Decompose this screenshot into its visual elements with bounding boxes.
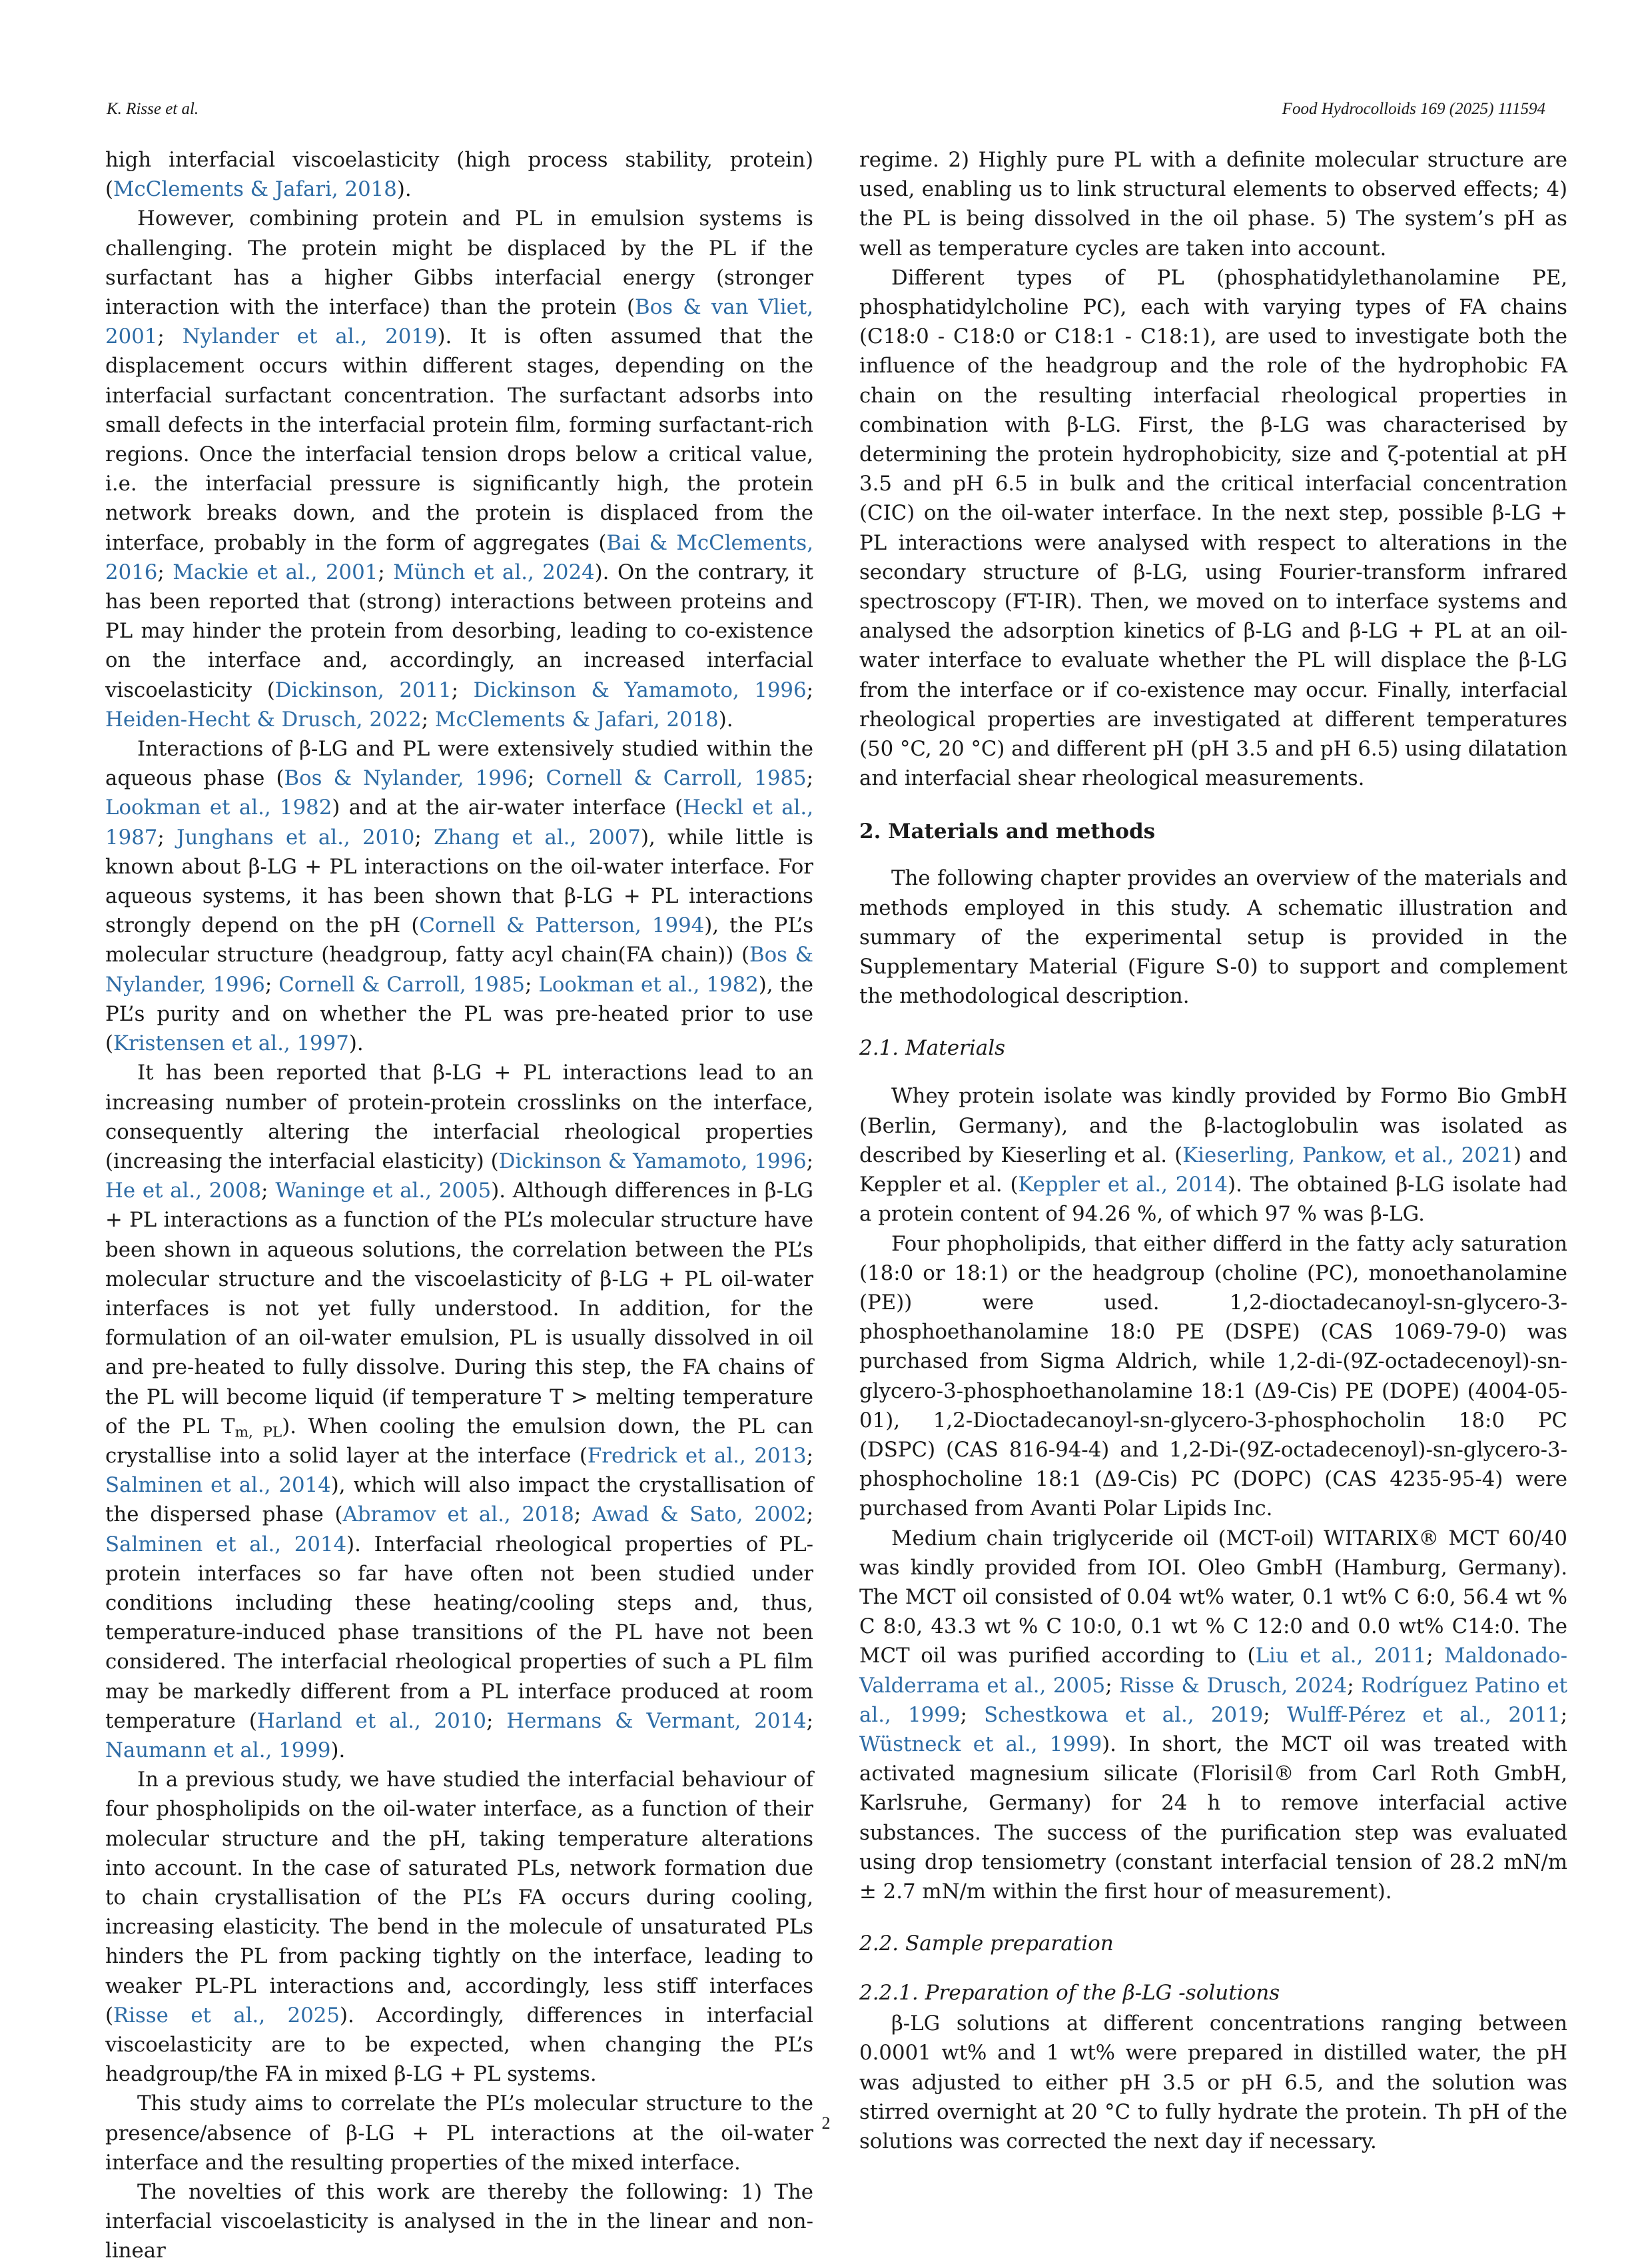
citation-link[interactable]: Dickinson & Yamamoto, 1996 [498, 1149, 807, 1173]
text-run: ), which will also impact the crystallisation of the dispersed phase ( [105, 1473, 814, 1527]
text-run: ; [806, 1502, 813, 1527]
text-run: ). On the contrary, it has been reported that (strong) interactions between proteins and PL may hinder the protein from desorbing, leading to co-existence on the interface and, accordingly, an increased interfacial viscoelasticity ( [105, 560, 814, 702]
text-run: Interactions of β-LG and PL were extensively studied within the aqueous phase ( [105, 737, 813, 791]
citation-link[interactable]: Heiden-Hecht & Drusch, 2022 [105, 707, 422, 732]
citation-link[interactable]: Risse et al., 2025 [113, 2003, 340, 2027]
text-run: ) and Keppler et al. ( [859, 1143, 1567, 1197]
citation-link[interactable]: Cornell & Carroll, 1985 [278, 972, 526, 997]
paragraph [105, 1765, 813, 2089]
text-run: ; [806, 766, 813, 791]
citation-link[interactable]: Schestkowa et al., 2019 [984, 1702, 1264, 1727]
text-run: ; [421, 707, 435, 732]
citation-link[interactable]: Bos & Nylander, 1996 [284, 766, 528, 791]
citation-link[interactable]: Bos & van Vliet, 2001 [105, 295, 813, 349]
citation-link[interactable]: Münch et al., 2024 [393, 560, 595, 584]
text-run: ). Although differences in β-LG + PL interactions as a function of the PL’s molecular structure have been shown in aqueous solutions, the correlation between the PL’s molecular structure and the viscoelasticity of β-LG + PL oil-water interfaces is not yet fully understood. In addition, for the formulation of an oil-water emulsion, PL is usually dissolved in oil and pre-heated to fully dissolve. During this step, the FA chains of the PL will become liquid (if temperature T > melting temperature of the PL T [105, 1179, 814, 1438]
citation-link[interactable]: Mackie et al., 2001 [173, 560, 378, 584]
text-run: ; [806, 1708, 814, 1733]
citation-link[interactable]: Nylander et al., 2019 [182, 324, 438, 349]
text-run: ; [525, 972, 539, 997]
citation-link[interactable]: Waninge et al., 2005 [275, 1179, 492, 1203]
text-run: ; [451, 678, 474, 702]
text-run: ; [574, 1502, 592, 1527]
citation-link[interactable]: Keppler et al., 2014 [1018, 1173, 1228, 1197]
text-run: ; [414, 825, 434, 850]
text-run: ). [718, 707, 733, 732]
left-column [105, 145, 813, 2266]
header-journal-citation: Food Hydrocolloids 169 (2025) 111594 [1282, 100, 1545, 118]
text-run: ; [486, 1708, 507, 1733]
citation-link[interactable]: Kristensen et al., 1997 [113, 1031, 349, 1056]
paragraph: regime. 2) Highly pure PL with a definite molecular structure are used, enabling us to link structural elements to observed effects; 4) the PL is being dissolved in the oil phase. 5) The system’s pH as well as temperature cycles are taken into account. [859, 148, 1567, 261]
subsection-heading: 2.1. Materials [859, 1036, 1006, 1061]
text-run: ; [378, 560, 394, 584]
text-run: ; [1560, 1702, 1567, 1727]
citation-link[interactable]: Harland et al., 2010 [256, 1708, 486, 1733]
text-run: ; [261, 1179, 276, 1203]
paragraph [859, 1081, 1567, 1229]
text-run: ; [806, 678, 813, 702]
citation-link[interactable]: Awad & Sato, 2002 [592, 1502, 807, 1527]
section-heading: 2. Materials and methods [859, 820, 1156, 844]
citation-link[interactable]: Wulff-Pérez et al., 2011 [1286, 1702, 1561, 1727]
text-run: ), the PL’s molecular structure (headgroup, fatty acyl chain(FA chain)) ( [105, 913, 813, 967]
citation-link[interactable]: Abramov et al., 2018 [342, 1502, 574, 1527]
text-run: In a previous study, we have studied the interfacial behaviour of four phospholipids on the oil-water interface, as a function of their molecular structure and the pH, taking temperature alterations into account. In the case of saturated PLs, network formation due to chain crystallisation of the PL’s FA occurs during cooling, increasing elasticity. The bend in the molecule of unsaturated PLs hinders the PL from packing tightly on the interface, leading to weaker PL-PL interactions and, accordingly, less stiff interfaces ( [105, 1768, 813, 2027]
citation-link[interactable]: Fredrick et al., 2013 [587, 1443, 807, 1468]
subsubsection-heading: 2.2.1. Preparation of the β-LG -solutions [859, 1981, 1280, 2005]
citation-link[interactable]: Risse & Drusch, 2024 [1119, 1673, 1348, 1698]
text-run: ). [330, 1738, 346, 1762]
text-run: ; [157, 560, 173, 584]
paragraph [105, 145, 813, 204]
citation-link[interactable]: Dickinson & Yamamoto, 1996 [473, 678, 807, 702]
citation-link[interactable]: Kieserling, Pankow, et al., 2021 [1182, 1143, 1514, 1167]
paragraph: Four phopholipids, that either differd in the fatty acly saturation (18:0 or 18:1) or the headgroup (choline (PC), monoethanolamine (PE)) were used. 1,2-dioctadecanoyl-sn-glycero-3-phosphoethanolamine 18:0 PE (DSPE) (CAS 1069-79-0) was purchased from Sigma Aldrich, while 1,2-di-(9Z-octadecenoyl)-sn-glycero-3-phosphoethanolamine 18:1 (Δ9-Cis) PE (DOPE) (4004-05-01), 1,2-Dioctadecanoyl-sn-glycero-3-phosphocholin 18:0 PC (DSPC) (CAS 816-94-4) and 1,2-Di-(9Z-octadecenoyl)-sn-glycero-3-phosphocholine 18:1 (Δ9-Cis) PC (DOPC) (CAS 4235-95-4) were purchased from Avanti Polar Lipids Inc. [859, 1231, 1567, 1521]
text-run: ; [157, 324, 183, 349]
text-run: ) and at the air-water interface ( [332, 796, 683, 820]
paragraph [105, 1058, 813, 1765]
text-run: ). It is often assumed that the displacement occurs within different stages, depending on the interfacial surfactant concentration. The surfactant adsorbs into small defects in the interfacial protein film, forming surfactant-rich regions. Once the interfacial tension drops below a critical value, i.e. the interfacial pressure is significantly high, the protein network breaks down, and the protein is displaced from the interface, probably in the form of aggregates ( [105, 324, 814, 555]
text-run: It has been reported that β-LG + PL interactions lead to an increasing number of protein-protein crosslinks on the interface, consequently altering the interfacial rheological properties (increasing the interfacial elasticity) ( [105, 1061, 813, 1173]
citation-link[interactable]: Dickinson, 2011 [274, 678, 452, 702]
running-head [107, 100, 1545, 127]
paragraph-part [105, 1415, 813, 1762]
citation-link[interactable]: Lookman et al., 1982 [105, 796, 332, 820]
paragraph: The following chapter provides an overview of the materials and methods employed in this study. A schematic illustration and summary of the experimental setup is provided in the Supplementary Material (Figure S-0) to support and complement the methodological description. [859, 866, 1567, 1009]
citation-link[interactable]: McClements & Jafari, 2018 [434, 707, 719, 732]
citation-link[interactable]: McClements & Jafari, 2018 [113, 177, 397, 202]
text-run: ), the PL’s purity and on whether the PL was pre-heated prior to use ( [105, 972, 814, 1056]
text-run: ; [960, 1702, 985, 1727]
citation-link[interactable]: Bos & Nylander, 1996 [105, 943, 814, 997]
subscript: m, PL [234, 1424, 282, 1441]
subsection-heading: 2.2. Sample preparation [859, 1932, 1114, 1956]
text-run: ; [1263, 1702, 1287, 1727]
text-run: ; [1105, 1673, 1120, 1698]
text-run: ; [528, 766, 546, 791]
citation-link[interactable]: Salminen et al., 2014 [105, 1532, 347, 1556]
text-run: ). [348, 1031, 364, 1056]
citation-link[interactable]: Junghans et al., 2010 [177, 825, 415, 850]
citation-link[interactable]: Heckl et al., 1987 [105, 796, 813, 850]
citation-link[interactable]: Wüstneck et al., 1999 [859, 1732, 1102, 1756]
citation-link[interactable]: Hermans & Vermant, 2014 [506, 1708, 807, 1733]
paragraph: β-LG solutions at different concentrations ranging between 0.0001 wt% and 1 wt% were prepared in distilled water, the pH was adjusted to either pH 3.5 or pH 6.5, and the solution was stirred overnight at 20 °C to fully hydrate the protein. Th pH of the solutions was corrected the next day if necessary. [859, 2011, 1567, 2153]
citation-link[interactable]: Naumann et al., 1999 [105, 1738, 331, 1762]
text-run: ). [396, 177, 412, 202]
text-run: Whey protein isolate was kindly provided by Formo Bio GmbH (Berlin, Germany), and the β-lactoglobulin was isolated as described by Kieserling et al. ( [859, 1084, 1567, 1167]
citation-link[interactable]: Zhang et al., 2007 [434, 825, 641, 850]
citation-link[interactable]: Salminen et al., 2014 [105, 1473, 331, 1498]
paragraph: The novelties of this work are thereby the following: 1) The interfacial viscoelasticity is analysed in the in the linear and non-linear [105, 2180, 813, 2263]
page-number: 2 [821, 2113, 831, 2133]
paragraph: This study aims to correlate the PL’s molecular structure to the presence/absence of β-LG + PL interactions at the oil-water interface and the resulting properties of the mixed interface. [105, 2091, 813, 2175]
header-authors: K. Risse et al. [107, 100, 199, 118]
citation-link[interactable]: Cornell & Patterson, 1994 [419, 913, 705, 938]
text-run: ), while little is known about β-LG + PL interactions on the oil-water interface. For aqueous systems, it has been shown that β-LG + PL interactions strongly depend on the pH ( [105, 825, 813, 938]
text-run: ; [1347, 1673, 1362, 1698]
text-run: ; [806, 1443, 813, 1468]
text-run: ; [1426, 1644, 1445, 1668]
text-run: However, combining protein and PL in emulsion systems is challenging. The protein might be displaced by the PL if the surfactant has a higher Gibbs interfacial energy (stronger interaction with the interface) than the protein ( [105, 207, 813, 320]
text-run: ; [806, 1149, 813, 1173]
citation-link[interactable]: Cornell & Carroll, 1985 [546, 766, 807, 791]
paragraph [105, 204, 813, 734]
text-run: ). When cooling the emulsion down, the PL can crystallise into a solid layer at the interface ( [105, 1414, 813, 1468]
text-run: ). The obtained β-LG isolate had a protein content of 94.26 %, of which 97 % was β-LG. [859, 1173, 1567, 1227]
right-column [859, 145, 1567, 2156]
paragraph [105, 734, 813, 1058]
paragraph: Different types of PL (phosphatidylethanolamine PE, phosphatidylcholine PC), each with varying types of FA chains (C18:0 - C18:0 or C18:1 - C18:1), are used to investigate both the influence of the headgroup and the role of the hydrophobic FA chain on the resulting interfacial rheological properties in combination with β-LG. First, the β-LG was characterised by determining the protein hydrophobicity, size and ζ-potential at pH 3.5 and pH 6.5 in bulk and the critical interfacial concentration (CIC) on the oil-water interface. In the next step, possible β-LG + PL interactions were analysed with respect to alterations in the secondary structure of β-LG, using Fourier-transform infrared spectroscopy (FT-IR). Then, we moved on to interface systems and analysed the adsorption kinetics of β-LG and β-LG + PL at an oil-water interface to evaluate whether the PL will displace the β-LG from the interface or if co-existence may occur. Finally, interfacial rheological properties are investigated at different temperatures (50 °C, 20 °C) and different pH (pH 3.5 and pH 6.5) using dilatation and interfacial shear rheological measurements. [859, 265, 1567, 791]
text-run: high interfacial viscoelasticity (high process stability, protein) ( [105, 148, 813, 202]
text-run: ). In short, the MCT oil was treated with activated magnesium silicate (Florisil® from Carl Roth GmbH, Karlsruhe, Germany) for 24 h to remove interfacial active substances. The success of the purification step was evaluated using drop tensiometry (constant interfacial tension of 28.2 mN/m ± 2.7 mN/m within the first hour of measurement). [859, 1732, 1567, 1904]
citation-link[interactable]: Liu et al., 2011 [1255, 1644, 1427, 1668]
text-run: Medium chain triglyceride oil (MCT-oil) WITARIX® MCT 60/40 was kindly provided from IOI. Oleo GmbH (Hamburg, Germany). The MCT oil consisted of 0.04 wt% water, 0.1 wt% C 6:0, 56.4 wt % C 8:0, 43.3 wt % C 10:0, 0.1 wt % C 12:0 and 0.0 wt% C14:0. The MCT oil was purified according to ( [859, 1526, 1567, 1668]
citation-link[interactable]: He et al., 2008 [105, 1179, 262, 1203]
text-run: ). Accordingly, differences in interfacial viscoelasticity are to be expected, when changing the PL’s headgroup/the FA in mixed β-LG + PL systems. [105, 2003, 813, 2087]
citation-link[interactable]: Rodríguez Patino et al., 1999 [859, 1673, 1567, 1727]
paragraph [859, 1524, 1567, 1907]
text-run: ). Interfacial rheological properties of PL-protein interfaces so far have often not been studied under conditions including these heating/cooling steps and, thus, temperature-induced phase transitions of the PL have not been considered. The interfacial rheological properties of such a PL film may be markedly different from a PL interface produced at room temperature ( [105, 1532, 814, 1733]
citation-link[interactable]: Lookman et al., 1982 [538, 972, 759, 997]
text-run: ; [264, 972, 279, 997]
citation-link[interactable]: Maldonado-Valderrama et al., 2005 [859, 1644, 1567, 1698]
citation-link[interactable]: Bai & McClements, 2016 [105, 530, 813, 584]
text-run: ; [157, 825, 177, 850]
